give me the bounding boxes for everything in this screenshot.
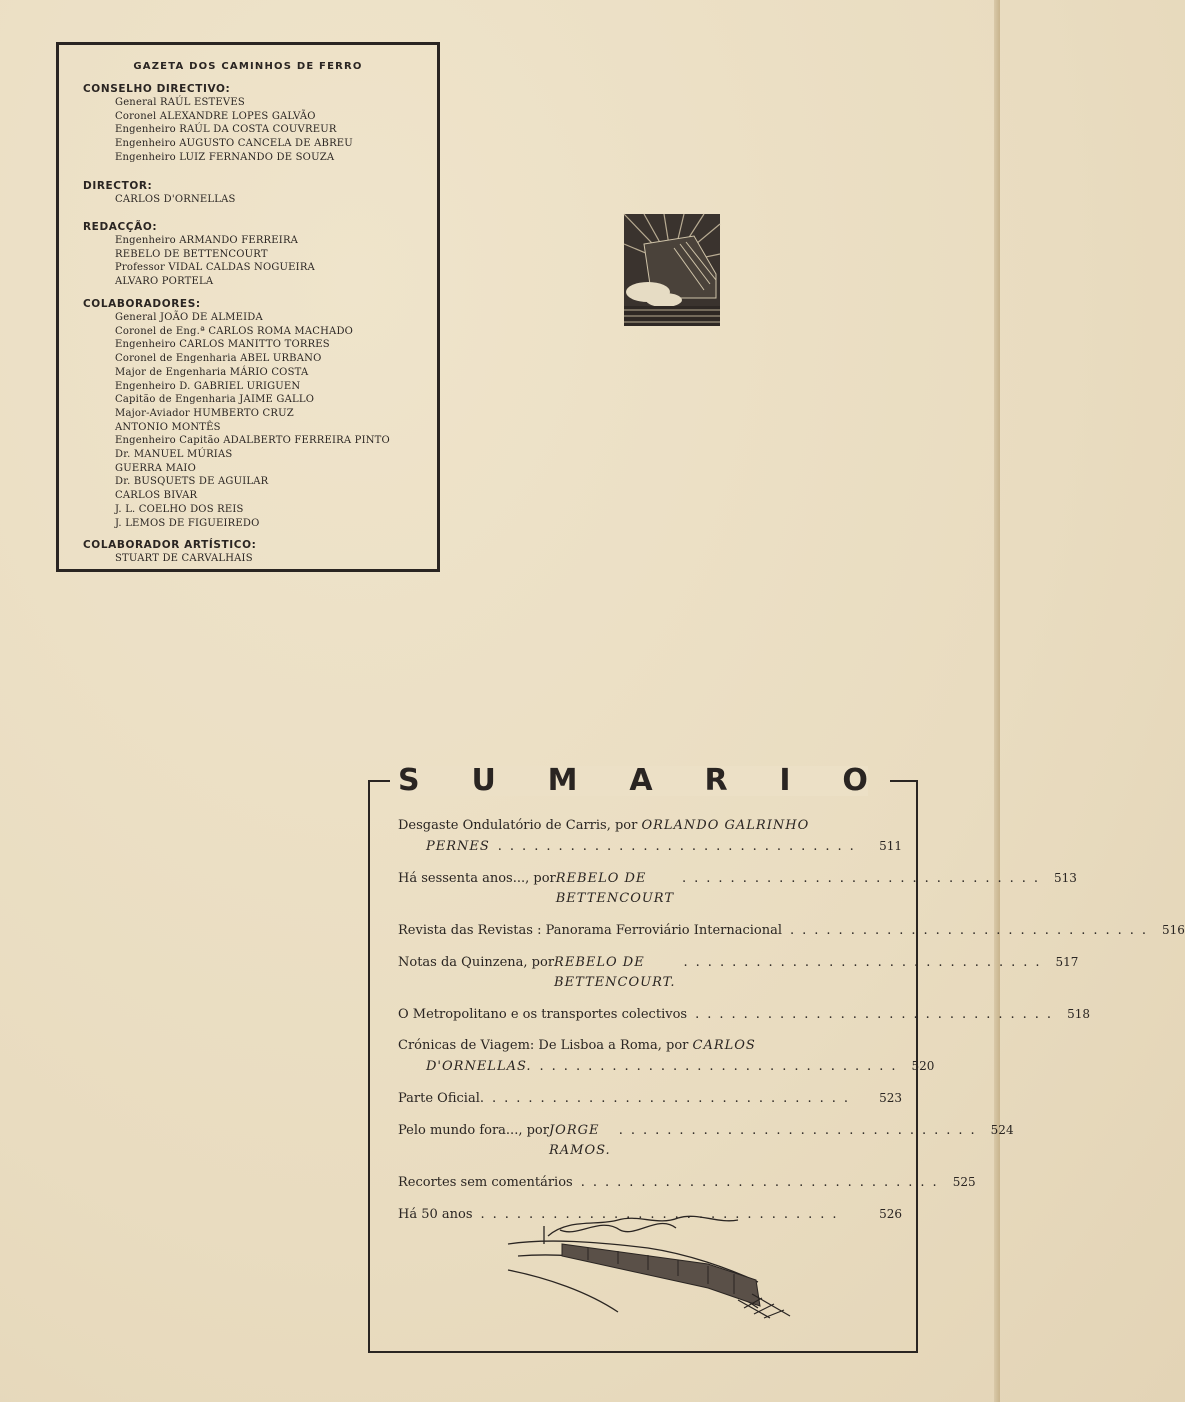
leader-dots: .............................. <box>618 1123 983 1138</box>
artistico-section <box>83 538 429 566</box>
toc-entry-author: D'ORNELLAS. <box>426 1059 532 1074</box>
list-item: CARLOS D'ORNELLAS <box>115 194 236 205</box>
toc-page-number: 526 <box>879 1207 902 1221</box>
toc-page-number: 511 <box>879 839 902 853</box>
masthead-box <box>56 42 440 572</box>
toc-entry[interactable] <box>398 868 1077 909</box>
list-item: Engenheiro CARLOS MANITTO TORRES <box>115 339 330 351</box>
list-item: General JOÃO DE ALMEIDA <box>115 312 263 323</box>
list-item: Capitão de Engenharia JAIME GALLO <box>115 394 315 406</box>
toc-entry[interactable] <box>398 1036 935 1077</box>
heading-letter: S <box>398 763 420 798</box>
toc-entry-title: Desgaste Ondulatório de Carris, por <box>398 818 642 833</box>
toc-entry-title: Pelo mundo fora..., por <box>398 1123 549 1138</box>
toc-entry-line <box>398 1056 935 1077</box>
list-item: Engenheiro ARMANDO FERREIRA <box>115 235 299 246</box>
conselho-list <box>83 96 429 165</box>
list-item: Engenheiro D. GABRIEL URIGUEN <box>115 380 301 392</box>
leader-dots: .............................. <box>497 839 862 854</box>
train-sketch-image <box>508 1208 798 1320</box>
toc-page-number: 517 <box>1055 955 1079 969</box>
page-edge <box>994 0 1000 1402</box>
redaccao-heading: REDACÇÃO: <box>83 221 158 233</box>
conselho-section <box>83 82 429 165</box>
toc-entry-title: Parte Oficial. <box>398 1091 484 1106</box>
list-item: Coronel de Eng.ª CARLOS ROMA MACHADO <box>115 325 354 337</box>
list-item: STUART DE CARVALHAIS <box>115 553 253 564</box>
list-item: J. LEMOS DE FIGUEIREDO <box>115 517 260 529</box>
list-item: Coronel de Engenharia ABEL URBANO <box>115 353 322 365</box>
leader-dots: .............................. <box>480 1207 845 1222</box>
toc-entry-title: Recortes sem comentários <box>398 1175 573 1190</box>
toc-entry-title: Notas da Quinzena, por <box>398 955 555 970</box>
list-item: ALVARO PORTELA <box>115 276 214 288</box>
publication-title: GAZETA DOS CAMINHOS DE FERRO <box>133 61 363 72</box>
list-item: REBELO DE BETTENCOURT <box>115 248 268 260</box>
leader-dots: .............................. <box>683 955 1048 970</box>
toc-entry-line <box>398 836 902 857</box>
leader-dots: .............................. <box>695 1007 1060 1022</box>
toc-entry-author: JORGE RAMOS. <box>548 1123 611 1158</box>
toc-entry[interactable] <box>398 1004 1090 1025</box>
sumario-heading <box>398 763 868 798</box>
leader-dots: .............................. <box>682 871 1047 886</box>
list-item: Engenheiro Capitão ADALBERTO FERREIRA PINTO <box>115 435 390 447</box>
leader-dots: .............................. <box>790 923 1155 938</box>
colaboradores-section <box>83 297 429 530</box>
toc-entry-title: Há 50 anos <box>398 1207 473 1222</box>
list-item: Major-Aviador HUMBERTO CRUZ <box>115 407 294 419</box>
box-top-rule-left <box>368 780 390 782</box>
heading-letter: O <box>842 763 868 798</box>
toc-page-number: 524 <box>990 1123 1014 1137</box>
list-item: GUERRA MAIO <box>115 462 196 474</box>
heading-letter: U <box>471 763 496 798</box>
artistico-heading: COLABORADOR ARTÍSTICO: <box>83 539 257 551</box>
toc-entry-author: CARLOS <box>692 1038 756 1053</box>
toc-entry[interactable] <box>398 952 1079 993</box>
list-item: Professor VIDAL CALDAS NOGUEIRA <box>115 262 315 274</box>
heading-letter: I <box>779 763 791 798</box>
locomotive-woodcut-image <box>624 214 720 326</box>
toc-page-number: 525 <box>952 1175 976 1189</box>
redaccao-section <box>83 220 429 289</box>
list-item: Engenheiro RAÚL DA COSTA COUVREUR <box>115 124 337 136</box>
colaboradores-list <box>83 311 429 530</box>
table-of-contents <box>398 816 1185 1236</box>
heading-letter: A <box>629 763 653 798</box>
toc-entry-author: REBELO DE BETTENCOURT. <box>554 955 676 990</box>
toc-entry-author: PERNES <box>426 839 490 854</box>
director-heading: DIRECTOR: <box>83 180 153 192</box>
list-item: J. L. COELHO DOS REIS <box>115 503 244 515</box>
toc-entry-title: Revista das Revistas : Panorama Ferroviário Internacional <box>398 923 783 938</box>
list-item: CARLOS BIVAR <box>115 490 198 502</box>
leader-dots: .............................. <box>492 1091 856 1106</box>
toc-entry-title: Há sessenta anos..., por <box>398 871 556 886</box>
heading-letter: R <box>704 763 728 798</box>
leader-dots: .............................. <box>580 1175 945 1190</box>
list-item: Engenheiro AUGUSTO CANCELA DE ABREU <box>115 138 353 150</box>
toc-page-number: 518 <box>1067 1007 1090 1021</box>
list-item: Dr. MANUEL MÚRIAS <box>115 449 233 461</box>
toc-page-number: 513 <box>1054 871 1077 885</box>
toc-entry-title: Crónicas de Viagem: De Lisboa a Roma, por <box>398 1038 693 1053</box>
list-item: Major de Engenharia MÁRIO COSTA <box>115 366 309 378</box>
list-item: General RAÚL ESTEVES <box>115 97 245 108</box>
toc-page-number: 523 <box>879 1091 902 1105</box>
conselho-heading: CONSELHO DIRECTIVO: <box>83 83 231 95</box>
heading-letter: M <box>547 763 578 798</box>
box-top-rule-right <box>890 780 918 782</box>
list-item: Dr. BUSQUETS DE AGUILAR <box>115 476 269 488</box>
toc-entry[interactable] <box>398 920 1185 941</box>
leader-dots: .............................. <box>539 1059 904 1074</box>
list-item: Engenheiro LUIZ FERNANDO DE SOUZA <box>115 151 335 163</box>
artistico-list <box>83 552 429 566</box>
toc-entry[interactable] <box>398 1088 902 1109</box>
redaccao-list <box>83 234 429 289</box>
toc-page-number: 520 <box>911 1059 935 1073</box>
toc-entry[interactable] <box>398 816 902 857</box>
toc-entry[interactable] <box>398 1172 976 1193</box>
toc-entry-title: O Metropolitano e os transportes colectivos <box>398 1007 688 1022</box>
toc-entry-line <box>398 1036 902 1056</box>
toc-entry[interactable] <box>398 1120 1014 1161</box>
toc-entry-author: ORLANDO GALRINHO <box>641 818 810 833</box>
director-list <box>83 193 429 207</box>
list-item: Coronel ALEXANDRE LOPES GALVÃO <box>115 110 316 122</box>
colaboradores-heading: COLABORADORES: <box>83 298 201 310</box>
toc-entry-line <box>398 816 902 836</box>
director-section <box>83 179 429 207</box>
list-item: ANTONIO MONTÊS <box>115 421 221 433</box>
toc-entry-author: REBELO DE BETTENCOURT <box>555 871 675 906</box>
toc-page-number: 516 <box>1162 923 1185 937</box>
